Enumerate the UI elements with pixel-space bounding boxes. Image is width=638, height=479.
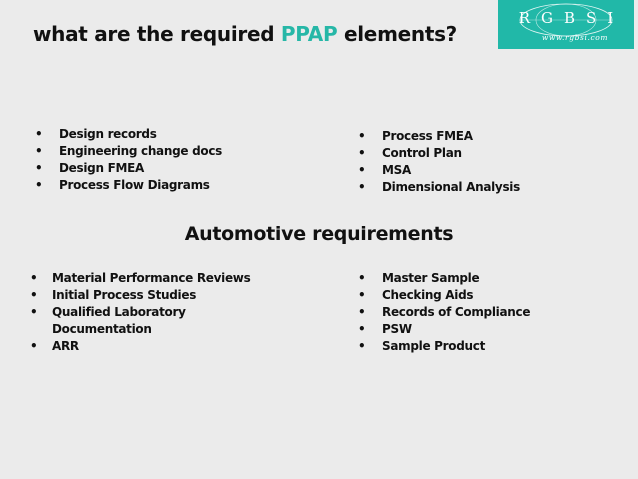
logo-letters: RGBSI [518,9,625,27]
bullet-icon: • [358,146,366,160]
list-item-label: Initial Process Studies [52,288,197,302]
bullet-icon: • [358,129,366,143]
bullet-icon: • [358,180,366,194]
bullet-icon: • [35,178,43,192]
list-item-label: Dimensional Analysis [382,180,520,194]
list-item [358,321,618,338]
bullet-icon: • [358,339,366,353]
list-item-label: PSW [382,322,412,336]
list-item [358,338,618,355]
list-item [358,287,618,304]
list-item [30,338,310,355]
list-item-label: Records of Compliance [382,305,531,319]
logo-url: www.rgbsi.com [541,33,609,42]
rgbsi-logo [498,0,634,49]
bullet-icon: • [358,163,366,177]
list-item-label: MSA [382,163,411,177]
bullet-icon: • [358,322,366,336]
elements-list-left [35,126,315,194]
bullet-icon: • [30,288,38,302]
bullet-icon: • [35,127,43,141]
list-item-label: Process FMEA [382,129,473,143]
list-item [35,177,315,194]
bullet-icon: • [358,271,366,285]
list-item-label: Design records [59,127,157,141]
elements-list-right [358,128,618,196]
title-highlight: PPAP [280,22,338,46]
list-item [30,270,310,287]
list-item-label: Material Performance Reviews [52,271,251,285]
list-item [35,143,315,160]
bullet-icon: • [35,161,43,175]
list-item [35,126,315,143]
bullet-icon: • [30,339,38,353]
bullet-icon: • [30,271,38,285]
title-prefix: what are the required [33,22,281,46]
list-item [30,304,242,338]
bullet-icon: • [358,305,366,319]
title-suffix: elements? [337,22,457,46]
bullet-icon: • [35,144,43,158]
list-item [35,160,315,177]
list-item-label: Checking Aids [382,288,474,302]
list-item-label: ARR [52,339,79,353]
automotive-list-right [358,270,618,355]
list-item-label: Engineering change docs [59,144,222,158]
page-title [33,22,457,46]
list-item [358,162,618,179]
list-item [358,304,618,321]
bullet-icon: • [30,305,38,319]
list-item-label: Control Plan [382,146,462,160]
list-item-label: Qualified Laboratory Documentation [52,305,186,336]
list-item-label: Master Sample [382,271,480,285]
automotive-list-left [30,270,310,355]
section-heading: Automotive requirements [184,223,454,245]
bullet-icon: • [358,288,366,302]
list-item [358,145,618,162]
list-item [358,270,618,287]
list-item-label: Sample Product [382,339,486,353]
list-item [30,287,310,304]
list-item [358,128,618,145]
list-item [358,179,618,196]
list-item-label: Design FMEA [59,161,144,175]
list-item-label: Process Flow Diagrams [59,178,210,192]
